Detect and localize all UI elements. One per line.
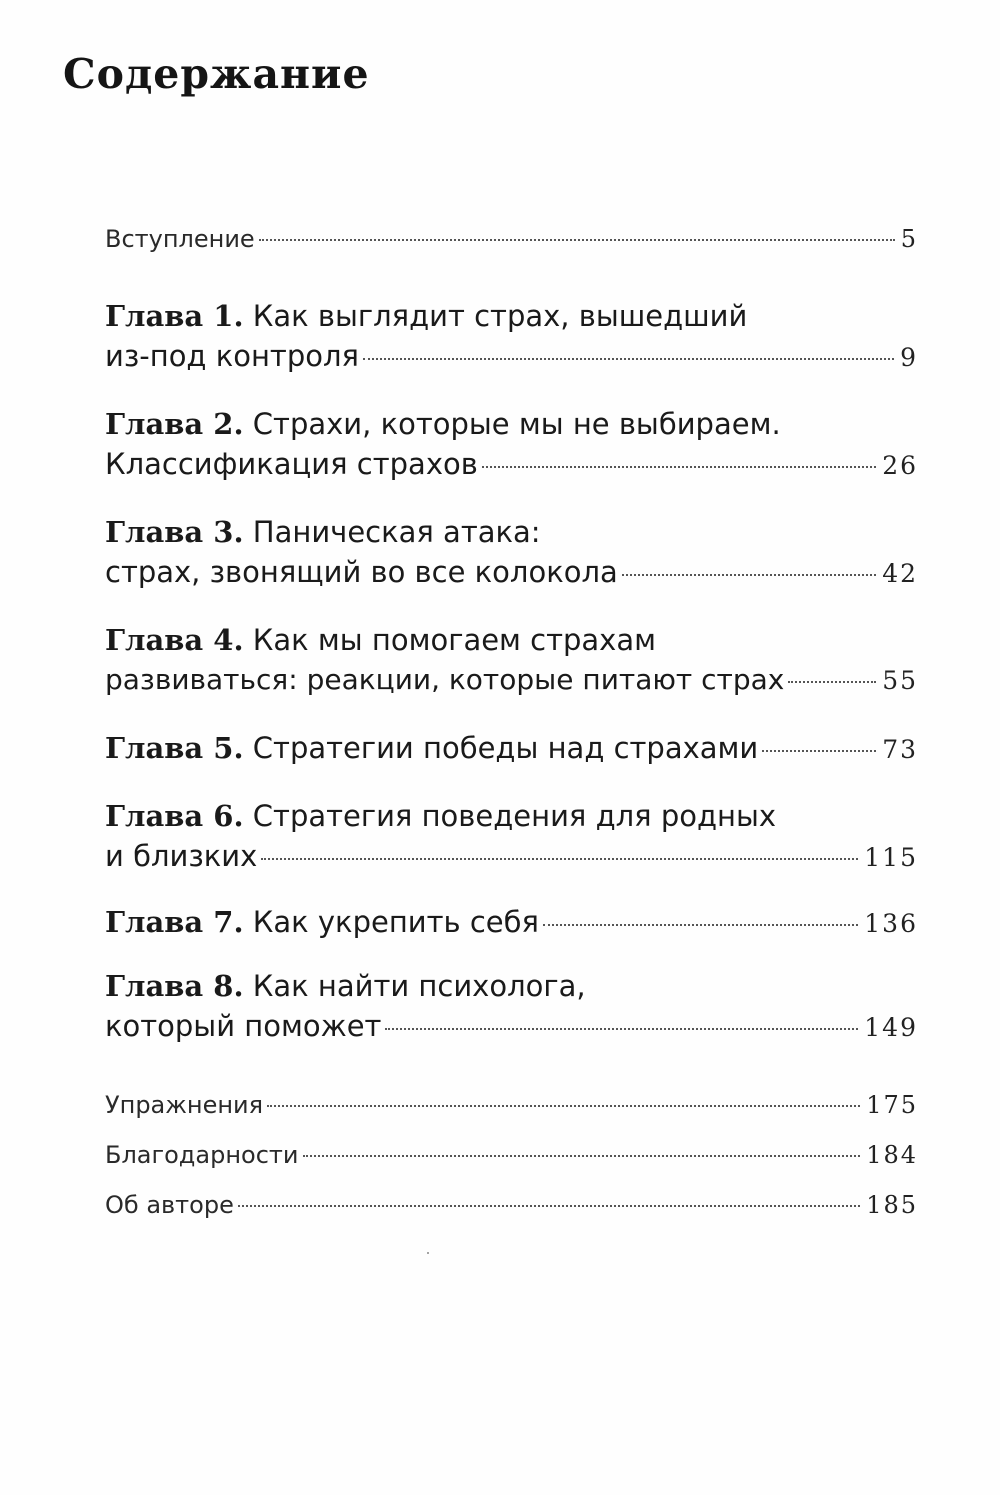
chapter-title-line1: Паническая атака:	[252, 515, 541, 549]
paper-speck	[427, 1252, 429, 1254]
chapter-label: Глава 7.	[105, 905, 244, 939]
chapter-label: Глава 1.	[105, 299, 244, 333]
dot-leader	[267, 1105, 860, 1107]
dot-leader	[259, 239, 895, 241]
toc-entry-title: Об авторе	[105, 1191, 234, 1219]
chapter-label: Глава 2.	[105, 407, 244, 441]
dot-leader	[543, 924, 858, 926]
toc-entry-title: Благодарности	[105, 1141, 299, 1169]
dot-leader	[261, 858, 858, 860]
toc-entry-chapter-8[interactable]	[105, 966, 918, 1080]
toc-page-number: 42	[882, 559, 918, 588]
toc-entry-title: Вступление	[105, 225, 255, 253]
toc-page-number: 73	[882, 735, 918, 764]
chapter-label: Глава 5.	[105, 731, 244, 765]
toc-entry-chapter-7[interactable]	[105, 902, 918, 966]
dot-leader	[385, 1028, 858, 1030]
chapter-title-line1: Стратегия поведения для родных	[252, 799, 777, 833]
chapter-title-line1: Как мы помогаем страхам	[252, 623, 656, 657]
toc-page-number: 9	[900, 343, 918, 372]
chapter-title-line1: Как найти психолога,	[252, 969, 586, 1003]
page-title: Содержание	[63, 50, 370, 98]
chapter-title-line2: Классификация страхов	[105, 447, 478, 481]
toc-entry-acknowledgements[interactable]	[105, 1138, 918, 1188]
toc-page-number: 175	[866, 1091, 918, 1119]
table-of-contents	[105, 222, 918, 1238]
toc-entry-chapter-6[interactable]	[105, 796, 918, 902]
toc-page-number: 115	[864, 843, 918, 872]
toc-entry-chapter-3[interactable]	[105, 512, 918, 620]
dot-leader	[482, 466, 876, 468]
chapter-title-line1: Как выглядит страх, вышедший	[252, 299, 748, 333]
chapter-title-line1: Страхи, которые мы не выбираем.	[252, 407, 781, 441]
toc-entry-chapter-4[interactable]	[105, 620, 918, 728]
chapter-title-line1: Как укрепить себя	[252, 905, 539, 939]
dot-leader	[762, 750, 876, 752]
toc-entry-title: Упражнения	[105, 1091, 264, 1119]
dot-leader	[622, 574, 876, 576]
chapter-title-line2: из-под контроля	[105, 339, 359, 373]
dot-leader	[363, 358, 894, 360]
chapter-label: Глава 6.	[105, 799, 244, 833]
chapter-title-line2: развиваться: реакции, которые питают страх	[105, 663, 785, 696]
chapter-title-line2: страх, звонящий во все колокола	[105, 555, 618, 589]
chapter-title-line2: который поможет	[105, 1009, 382, 1043]
toc-page-number: 185	[866, 1191, 918, 1219]
chapter-title-line2: и близких	[105, 839, 258, 873]
toc-page-number: 149	[864, 1013, 918, 1042]
chapter-title-line1: Стратегии победы над страхами	[252, 731, 759, 765]
toc-entry-intro[interactable]	[105, 222, 918, 268]
toc-page-number: 55	[882, 666, 918, 695]
toc-entry-exercises[interactable]	[105, 1088, 918, 1138]
toc-entry-chapter-2[interactable]	[105, 404, 918, 512]
toc-entry-about-author[interactable]	[105, 1188, 918, 1238]
toc-page-number: 26	[882, 451, 918, 480]
chapter-label: Глава 4.	[105, 623, 244, 657]
toc-page-number: 184	[866, 1141, 918, 1169]
dot-leader	[303, 1155, 861, 1157]
toc-page-number: 136	[864, 909, 918, 938]
dot-leader	[788, 681, 876, 683]
toc-entry-chapter-5[interactable]	[105, 728, 918, 796]
toc-page-number: 5	[900, 225, 918, 253]
dot-leader	[238, 1205, 860, 1207]
chapter-label: Глава 3.	[105, 515, 244, 549]
chapter-label: Глава 8.	[105, 969, 244, 1003]
toc-entry-chapter-1[interactable]	[105, 296, 918, 404]
